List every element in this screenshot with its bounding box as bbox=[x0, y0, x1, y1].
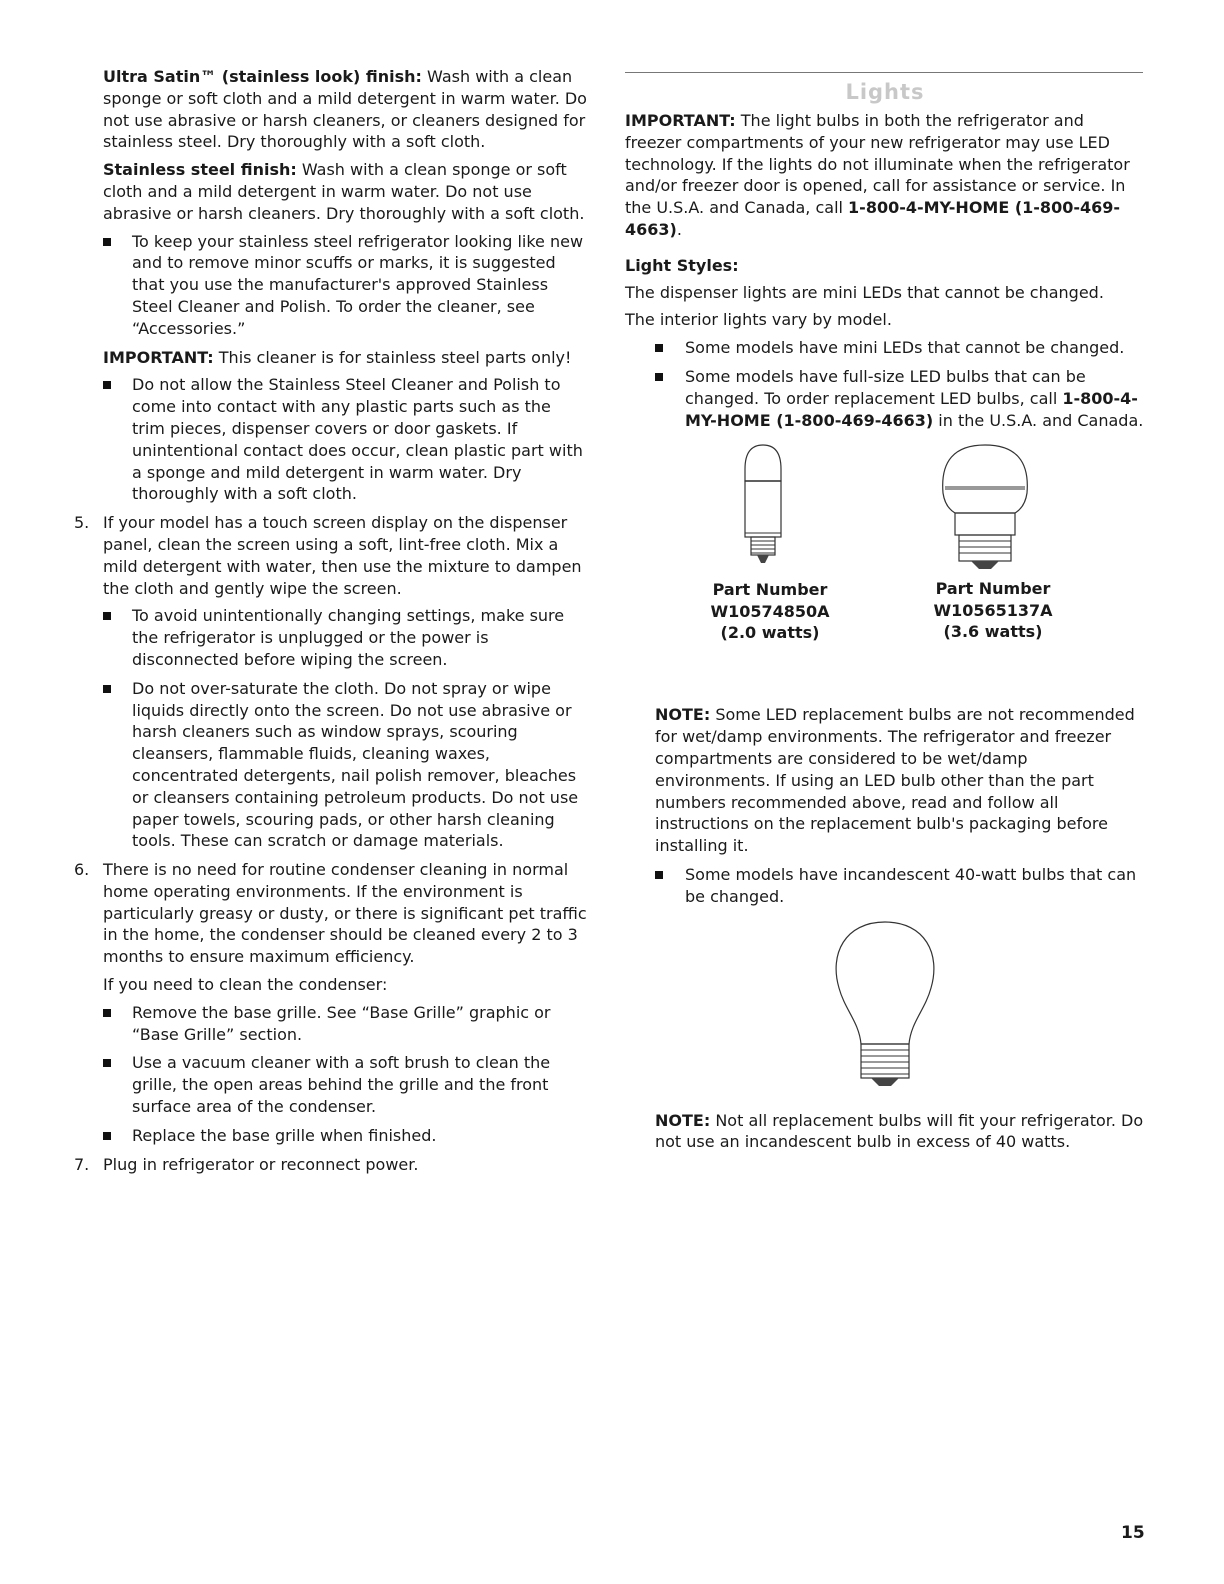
part-b-number: W10565137A bbox=[933, 600, 1053, 620]
step-7 bbox=[74, 1154, 587, 1176]
step-text: If your model has a touch screen display on the dispenser panel, clean the screen using a soft, lint-free cloth. Mix a mild detergent with water, then use the mixture to dampen the cloth and gently wipe the screen. bbox=[103, 513, 582, 598]
list-item: Use a vacuum cleaner with a soft brush to clean the grille, the open areas behind the grille and the front surface area of the condenser. bbox=[103, 1052, 587, 1117]
list-item: To avoid unintentionally changing settings, make sure the refrigerator is unplugged or the power is disconnected before wiping the screen. bbox=[103, 605, 587, 670]
part-a-label: Part Number bbox=[712, 580, 828, 600]
part-b-watts: (3.6 watts) bbox=[943, 622, 1043, 642]
note-text: Some LED replacement bulbs are not recommended for wet/damp environments. The refrigerator and freezer compartments are considered to be wet/damp environments. If using an LED bulb other than the part numbers recommended above, read and follow all instructions on the replacement bulb's packaging before installing it. bbox=[655, 705, 1135, 856]
step-number: 5. bbox=[74, 513, 90, 533]
light-styles-heading: Light Styles: bbox=[625, 255, 739, 275]
important-label: IMPORTANT: bbox=[625, 111, 736, 130]
phone-number: 1-800-4-MY-HOME (1-800-469-4663) bbox=[685, 388, 1138, 430]
bullet-text-end: in the U.S.A. and Canada. bbox=[933, 410, 1144, 430]
list-item: Do not over-saturate the cloth. Do not spray or wipe liquids directly onto the screen. Do not use abrasive or harsh cleaners such as window sprays, scouring cleansers, flammable fluids, cleaning waxes, concentrated detergents, nail polish remover, bleaches or cleansers containing petroleum products. Do not use paper towels, scouring pads, or other harsh cleaning tools. These can scratch or damage materials. bbox=[103, 678, 587, 852]
note-incandescent bbox=[625, 1110, 1145, 1154]
ultra-satin-text: Wash with a clean sponge or soft cloth and a mild detergent in warm water. Do not use abrasive or harsh cleaners, or cleaners designed for stainless steel. Dry thoroughly with a soft cloth. bbox=[103, 67, 587, 152]
led-bulbs-figure bbox=[625, 441, 1145, 696]
step-number: 7. bbox=[74, 1154, 90, 1174]
list-item: Replace the base grille when finished. bbox=[103, 1125, 587, 1147]
list-item: To keep your stainless steel refrigerator looking like new and to remove minor scuffs or marks, it is suggested that you use the manufacturer's approved Stainless Steel Cleaner and Polish. To order the cleaner, see “Accessories.” bbox=[103, 231, 587, 340]
stainless-paragraph bbox=[103, 159, 587, 224]
stainless-label: Stainless steel finish: bbox=[103, 160, 297, 180]
phone-number: 1-800-4-MY-HOME (1-800-469-4663) bbox=[625, 198, 1121, 239]
part-a-caption bbox=[685, 579, 855, 644]
important-label: IMPORTANT: bbox=[103, 347, 214, 367]
important-text: This cleaner is for stainless steel parts only! bbox=[213, 347, 572, 367]
note-led bbox=[625, 704, 1145, 857]
step-6 bbox=[74, 859, 587, 968]
ultra-satin-label: Ultra Satin™ (stainless look) finish: bbox=[103, 67, 422, 86]
part-a-watts: (2.0 watts) bbox=[720, 623, 820, 643]
step-text: There is no need for routine condenser cleaning in normal home operating environments. If the environment is particularly greasy or dusty, or there is significant pet traffic in the home, the condenser should be cleaned every 2 to 3 months to ensure maximum efficiency. bbox=[103, 860, 587, 967]
part-b-caption bbox=[908, 578, 1078, 643]
ultra-satin-paragraph bbox=[103, 66, 587, 153]
section-title: Lights bbox=[845, 80, 925, 104]
interior-text: The interior lights vary by model. bbox=[625, 310, 892, 330]
part-b-label: Part Number bbox=[935, 579, 1051, 599]
important-note bbox=[103, 347, 587, 369]
list-item: Remove the base grille. See “Base Grille” graphic or “Base Grille” section. bbox=[103, 1002, 587, 1046]
mini-led-bulb-icon bbox=[735, 441, 791, 573]
list-item: Do not allow the Stainless Steel Cleaner and Polish to come into contact with any plastic parts such as the trim pieces, dispenser covers or door gaskets. If unintentional contact does occur, clean plastic part with a sponge and mild detergent in warm water. Dry thoroughly with a soft cloth. bbox=[103, 374, 587, 505]
left-column bbox=[74, 66, 587, 1181]
list-item bbox=[625, 366, 1145, 431]
part-a-number: W10574850A bbox=[710, 601, 830, 621]
step-5 bbox=[74, 512, 587, 599]
right-column bbox=[625, 66, 1145, 1160]
list-item: Some models have mini LEDs that cannot be changed. bbox=[625, 337, 1145, 359]
important-text: The light bulbs in both the refrigerator and freezer compartments of your new refrigerator may use LED technology. If the lights do not illuminate when the refrigerator and/or freezer door is opened, call for assistance or service. In the U.S.A. and Canada, call bbox=[625, 111, 1130, 218]
stainless-text: Wash with a clean sponge or soft cloth and a mild detergent in warm water. Do not use abrasive or harsh cleaners. Dry thoroughly with a soft cloth. bbox=[103, 160, 585, 223]
incandescent-bulb-figure bbox=[625, 918, 1145, 1098]
note-label: NOTE: bbox=[655, 705, 711, 725]
important-end: . bbox=[676, 219, 682, 239]
note-text: Not all replacement bulbs will fit your refrigerator. Do not use an incandescent bulb in excess of 40 watts. bbox=[655, 1110, 1144, 1152]
page-number: 15 bbox=[1121, 1523, 1145, 1543]
step-text: Plug in refrigerator or reconnect power. bbox=[103, 1154, 419, 1174]
bullet-text: Some models have full-size LED bulbs that can be changed. To order replacement LED bulbs, call bbox=[685, 366, 1086, 408]
full-size-led-bulb-icon bbox=[935, 441, 1035, 575]
step-number: 6. bbox=[74, 860, 90, 880]
note-label: NOTE: bbox=[655, 1110, 711, 1130]
list-item: Some models have incandescent 40-watt bulbs that can be changed. bbox=[625, 864, 1145, 908]
step-6-subtext: If you need to clean the condenser: bbox=[103, 975, 388, 995]
important-paragraph bbox=[625, 110, 1145, 241]
dispenser-text: The dispenser lights are mini LEDs that cannot be changed. bbox=[625, 282, 1104, 302]
incandescent-bulb-icon bbox=[825, 918, 945, 1098]
